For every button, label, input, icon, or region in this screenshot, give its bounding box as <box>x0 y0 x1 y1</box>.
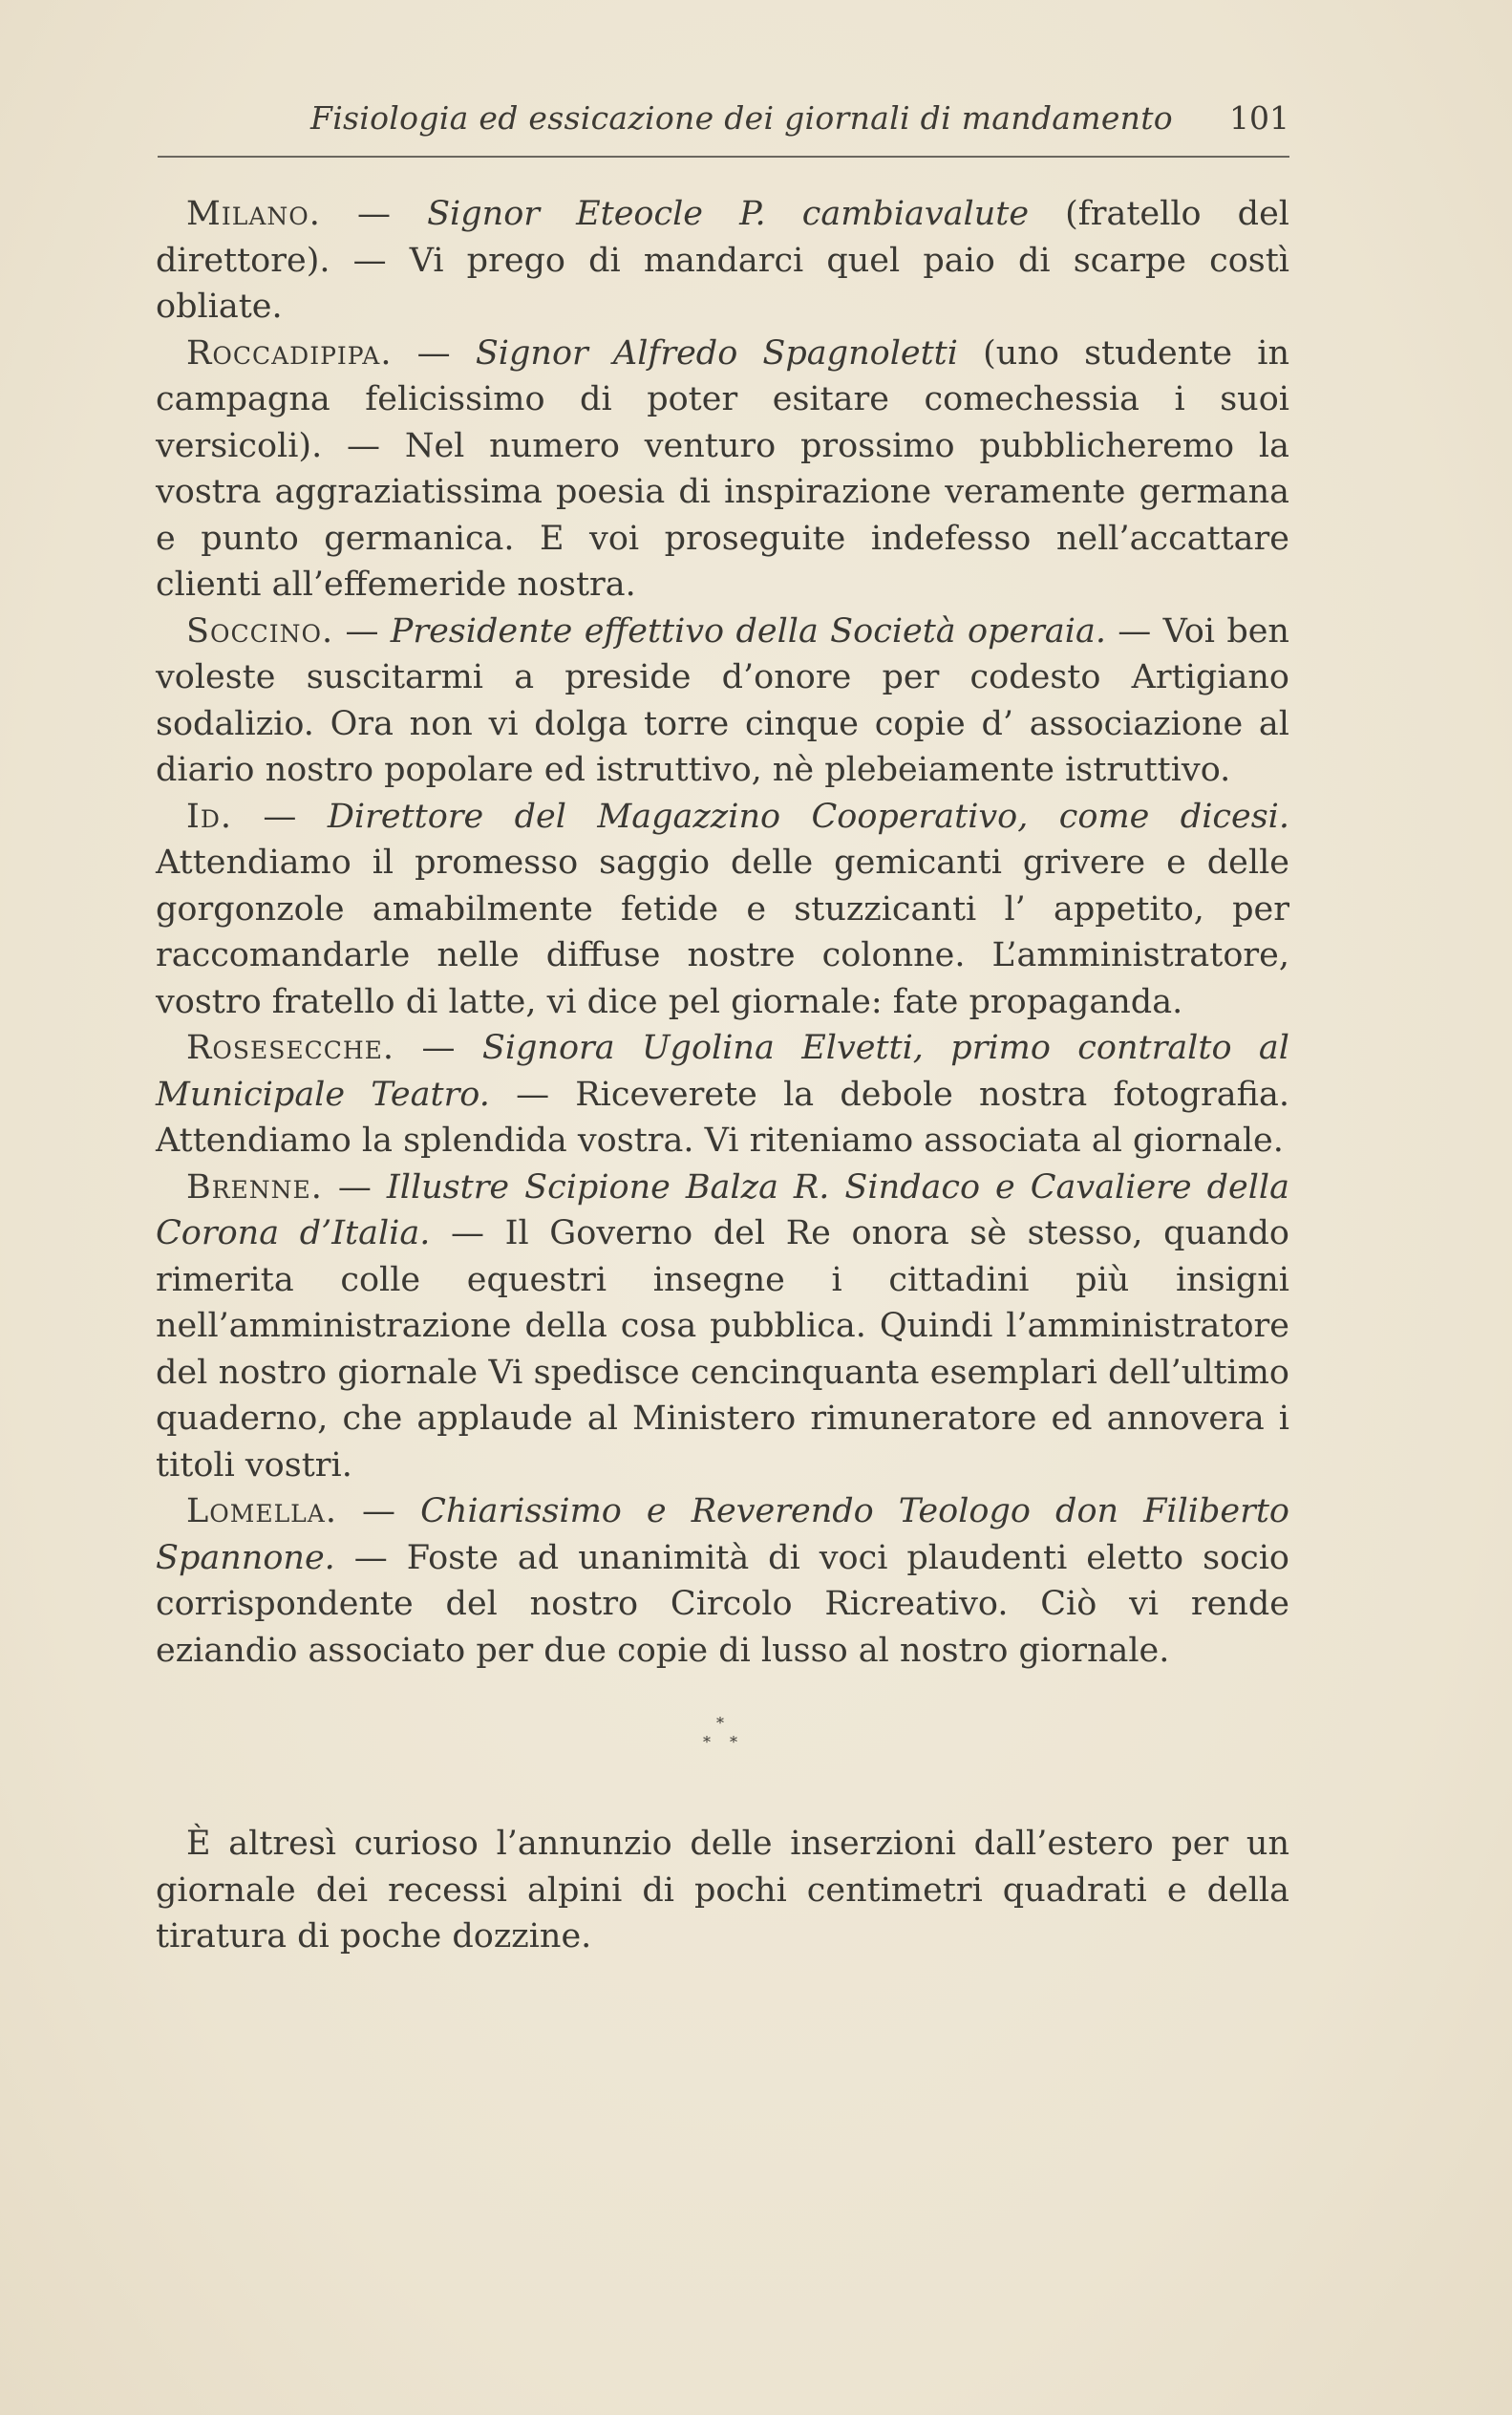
entry-id <box>156 794 1289 1026</box>
asterisk-icon: * <box>703 1733 711 1751</box>
page-body <box>156 191 1289 1960</box>
entry-place: Brenne. <box>186 1167 323 1207</box>
entry-separator: — <box>394 1029 482 1067</box>
entry-separator: — <box>320 195 428 233</box>
entry-place: Milano. <box>186 195 321 233</box>
entry-text: — Foste ad unanimità di voci plaudenti eletto socio corrispondente del nostro Circolo Ricreativo. Ciò vi rende eziandio associato per due copie di lusso al nostro giornale. <box>156 1538 1289 1670</box>
asterisk-icon: * <box>716 1714 724 1732</box>
entry-separator: — <box>232 797 328 836</box>
entry-lomella <box>156 1488 1289 1674</box>
entry-separator: — <box>322 1167 387 1207</box>
entry-place: Roccadipipa. <box>186 333 393 373</box>
page-header <box>158 96 1289 143</box>
entry-place: Rosesecche. <box>186 1029 395 1067</box>
closing-paragraph: È altresì curioso l’annunzio delle inserzioni dall’estero per un giornale dei recessi alpini di pochi centimetri quadrati e della tiratura di poche dozzine. <box>156 1825 1289 1956</box>
entry-text: (uno studente in campagna felicissimo di poter esitare comechessia i suoi versicoli). — Nel numero venturo prossimo pubblicheremo la vostra aggraziatissima poesia di inspirazione veramente germana e punto germanica. E voi proseguite indefesso nell’accattare clienti all’effemeride nostra. <box>156 333 1289 604</box>
entry-separator: — <box>336 1492 421 1530</box>
entry-text: — Il Governo del Re onora sè stesso, quando rimerita colle equestri insegne i cittadini più insigni nell’amministrazione della cosa pubblica. Quindi l’amministratore del nostro giornale Vi spedisce cencinquanta esemplari dell’ultimo quaderno, che applaude al Ministero rimuneratore ed annovera i titoli vostri. <box>156 1214 1289 1485</box>
entry-soccino <box>156 609 1289 794</box>
entry-text: — Riceverete la debole nostra fotografia. Attendiamo la splendida vostra. Vi riteniamo associata al giornale. <box>156 1075 1289 1160</box>
entry-place: Soccino. <box>186 611 334 651</box>
entry-text: — Voi ben voleste suscitarmi a preside d’onore per codesto Artigiano sodalizio. Ora non vi dolga torre cinque copie d’ associazione al diario nostro popolare ed istruttivo, nè plebeiamente istruttivo. <box>156 611 1289 789</box>
entry-addressee: Direttore del Magazzino Cooperativo, come dicesi. <box>327 797 1289 836</box>
running-title: Fisiologia ed essicazione dei giornali di mandamento <box>310 99 1173 137</box>
entry-addressee: Signor Eteocle P. cambiavalute <box>427 195 1030 233</box>
entry-text: Attendiamo il promesso saggio delle gemicanti grivere e delle gorgonzole amabilmente fetide e stuzzicanti l’ appetito, per raccomandarle nelle diffuse nostre colonne. L’amministratore, vostro fratello di latte, vi dice pel giornale: fate propaganda. <box>156 844 1289 1021</box>
entry-addressee: Signora Ugolina Elvetti, primo contralto al Municipale Teatro. <box>156 1029 1289 1114</box>
entry-addressee: Presidente effettivo della Società operaia. <box>390 611 1106 651</box>
entry-separator: — <box>333 611 391 651</box>
entry-addressee: Signor Alfredo Spagnoletti <box>475 333 958 373</box>
entry-addressee: Chiarissimo e Reverendo Teologo don Filiberto Spannone. <box>156 1492 1289 1577</box>
entry-place: Lomella. <box>186 1492 337 1530</box>
entry-addressee: Illustre Scipione Balza R. Sindaco e Cavaliere della Corona d’Italia. <box>156 1167 1289 1252</box>
entry-milano <box>156 191 1289 331</box>
entry-text: (fratello del direttore). — Vi prego di mandarci quel paio di scarpe costì obliate. <box>156 195 1289 326</box>
asterism-ornament <box>156 1700 1289 1762</box>
entry-roccadipipa <box>156 331 1289 609</box>
entry-separator: — <box>392 333 476 373</box>
entry-brenne <box>156 1165 1289 1489</box>
page-number: 101 <box>1229 99 1289 137</box>
entry-rosesecche <box>156 1025 1289 1165</box>
entry-place: Id. <box>186 797 232 836</box>
asterisk-icon: * <box>730 1733 737 1751</box>
header-rule <box>158 156 1289 158</box>
